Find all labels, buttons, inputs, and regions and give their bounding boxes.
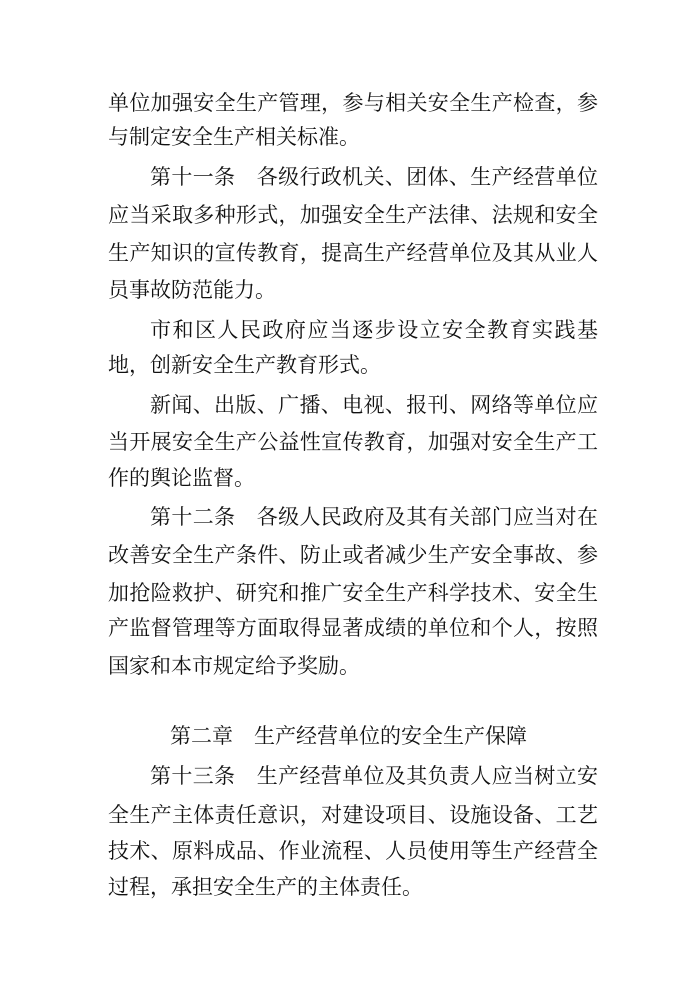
article-12-line: 第十二条 各级人民政府及其有关部门应当对在 [150, 505, 598, 529]
article-13-line: 第十三条 生产经营单位及其负责人应当树立安 [150, 764, 598, 788]
text-line: 全生产主体责任意识，对建设项目、设施设备、工艺 [108, 803, 598, 827]
text-line: 新闻、出版、广播、电视、报刊、网络等单位应 [150, 393, 598, 417]
text-line: 过程，承担安全生产的主体责任。 [108, 875, 423, 899]
text-line: 产监督管理等方面取得显著成绩的单位和个人，按照 [108, 616, 598, 640]
text-line: 应当采取多种形式，加强安全生产法律、法规和安全 [108, 203, 598, 227]
text-line: 加抢险救护、研究和推广安全生产科学技术、安全生 [108, 581, 598, 605]
text-line: 改善安全生产条件、防止或者减少生产安全事故、参 [108, 543, 598, 567]
text-line: 技术、原料成品、作业流程、人员使用等生产经营全 [108, 839, 598, 863]
text-line: 生产知识的宣传教育，提高生产经营单位及其从业人 [108, 241, 598, 265]
text-line: 国家和本市规定给予奖励。 [108, 654, 360, 678]
text-line: 当开展安全生产公益性宣传教育，加强对安全生产工 [108, 430, 598, 454]
text-line: 单位加强安全生产管理，参与相关安全生产检查，参 [108, 91, 598, 115]
text-line: 员事故防范能力。 [108, 278, 276, 302]
text-line: 与制定安全生产相关标准。 [108, 125, 360, 149]
article-11-line: 第十一条 各级行政机关、团体、生产经营单位 [150, 165, 598, 189]
text-line: 市和区人民政府应当逐步设立安全教育实践基 [150, 318, 598, 342]
text-line: 作的舆论监督。 [108, 466, 255, 490]
text-line: 地，创新安全生产教育形式。 [108, 353, 381, 377]
chapter-heading: 第二章 生产经营单位的安全生产保障 [170, 724, 527, 748]
